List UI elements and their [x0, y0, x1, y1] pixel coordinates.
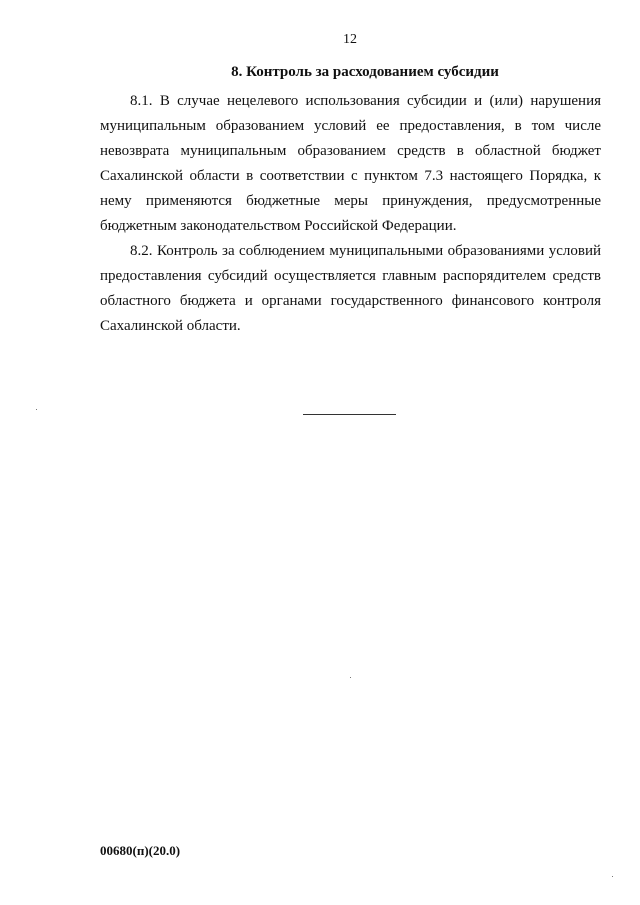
paragraph-8-2: 8.2. Контроль за соблюдением муниципальными образованиями условий предоставления субсидий осуществляется главным распорядителем средств областного бюджета и органами государственного финансового контроля Сахалинской области.	[100, 243, 601, 335]
section-title: 8. Контроль за расходованием субсидии	[231, 64, 499, 80]
scan-speck	[612, 876, 613, 877]
end-divider	[303, 414, 396, 415]
body-text	[100, 89, 601, 339]
scan-speck	[36, 409, 37, 410]
document-code: 00680(п)(20.0)	[100, 843, 181, 858]
paragraph-8-1: 8.1. В случае нецелевого использования субсидии и (или) нарушения муниципальным образованием условий ее предоставления, в том числе невозврата муниципальным образованием средств в областной бюджет Сахалинской области в соответствии с пунктом 7.3 настоящего Порядка, к нему применяются бюджетные меры принуждения, предусмотренные бюджетным законодательством Российской Федерации.	[100, 93, 601, 234]
page-number: 12	[343, 32, 357, 47]
scan-speck	[350, 677, 351, 678]
